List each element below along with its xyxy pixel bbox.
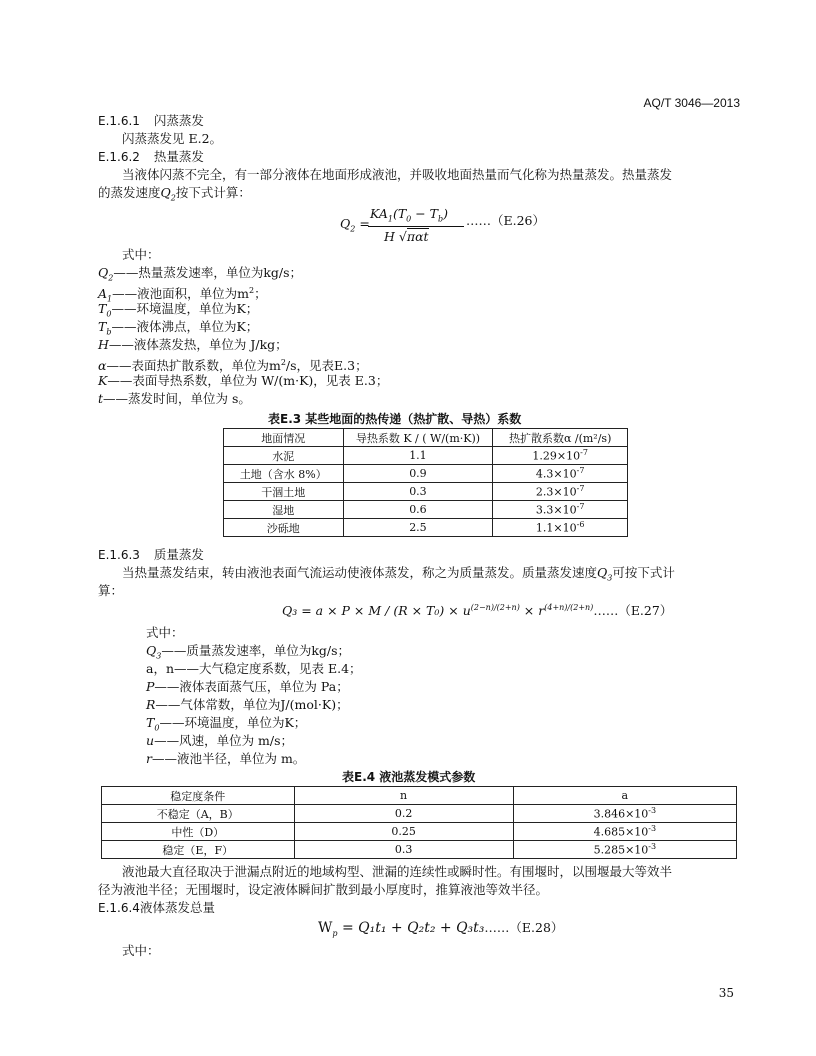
definition-text: ——液体沸点，单位为K； — [111, 319, 259, 334]
definition-text: ——液体表面蒸气压，单位为 Pa； — [154, 679, 349, 694]
section-title: 闪蒸蒸发 — [153, 113, 204, 128]
definition-symbol: P — [146, 679, 155, 694]
cell-value: 1.1×10 — [535, 521, 577, 535]
table-cell: 稳定（E，F） — [102, 841, 295, 859]
cell-exponent: -6 — [576, 520, 585, 530]
paragraph-line: 液池最大直径取决于泄漏点附近的地域构型、泄漏的连续性或瞬时性。有围堰时，以围堰最大等效半 — [122, 864, 673, 879]
cell-value: 4.3×10 — [535, 467, 577, 481]
table-cell: 0.6 — [343, 501, 493, 519]
definition-symbol: r — [146, 751, 152, 766]
table-header-cell: a — [513, 787, 736, 805]
text-run: 按下式计算： — [175, 185, 251, 200]
eq-number: ……（E.26） — [466, 213, 546, 228]
eq-exponent: (4+n)/(2+n) — [544, 602, 594, 612]
table-cell: 水泥 — [224, 447, 344, 465]
definition-item — [98, 372, 748, 389]
eq-body: Q₃ = a × P × M / (R × T₀) × u — [282, 603, 471, 618]
table-header-cell: 导热系数 K / ( W/(m·K)) — [343, 429, 493, 447]
section-title: 热量蒸发 — [153, 149, 204, 164]
paragraph-line: 算： — [98, 583, 124, 598]
definition-text: ——液体蒸发热，单位为 J/kg； — [108, 337, 288, 352]
section-e163-heading — [98, 546, 748, 564]
cell-value: 2.3×10 — [535, 485, 577, 499]
table-row — [102, 823, 737, 841]
definition-item — [146, 660, 796, 677]
table-cell — [513, 841, 736, 859]
eq-body: × r — [519, 603, 545, 618]
where-label: 式中： — [146, 625, 184, 640]
table-cell — [493, 519, 628, 537]
cell-value: 3.846×10 — [593, 807, 649, 821]
text-run: 当热量蒸发结束，转由液池表面气流运动使液体蒸发，称之为质量蒸发。质量蒸发速度 — [122, 565, 598, 580]
definition-text: ——蒸发时间，单位为 s。 — [103, 391, 251, 406]
eq-number: ……（E.27） — [593, 603, 673, 618]
table-e3-title: 表E.3 某些地面的热传递（热扩散、导热）系数 — [268, 412, 522, 426]
eq-body: = Q₁t₁ + Q₂t₂ + Q₃t₃ — [337, 920, 485, 936]
table-row — [102, 841, 737, 859]
table-cell: 沙砾地 — [224, 519, 344, 537]
document-header: AQ/T 3046—2013 — [643, 96, 740, 110]
definition-text: ——大气稳定度系数，见表 E.4； — [174, 661, 362, 676]
table-cell: 0.2 — [294, 805, 513, 823]
cell-exponent: -3 — [648, 806, 657, 816]
cell-value: 3.3×10 — [535, 503, 577, 517]
equation-e28 — [318, 918, 563, 938]
text-run: 可按下式计 — [612, 565, 675, 580]
table-cell: 0.25 — [294, 823, 513, 841]
table-cell: 0.3 — [294, 841, 513, 859]
definition-symbol-sub: 0 — [106, 309, 112, 319]
definition-text: ——环境温度，单位为K； — [159, 715, 307, 730]
definition-symbol: A — [98, 286, 108, 302]
table-e3 — [223, 428, 628, 537]
symbol-q3: $Q_3$ — [597, 565, 613, 583]
definition-symbol: T — [146, 715, 155, 730]
definition-symbol: u — [146, 733, 155, 748]
eq-numerator: $KA_1(T_0 - T_b)$ — [370, 206, 449, 224]
section-title: 液体蒸发总量 — [139, 900, 215, 915]
table-cell: 2.5 — [343, 519, 493, 537]
section-number: E.1.6.3 — [98, 548, 140, 562]
eq-exponent: (2−n)/(2+n) — [470, 602, 520, 612]
definition-item — [146, 678, 796, 695]
table-cell — [513, 823, 736, 841]
definition-text: /s，见表E.3； — [285, 358, 368, 374]
cell-exponent: -7 — [576, 502, 585, 512]
definition-text: ——表面热扩散系数，单位为m — [106, 358, 281, 374]
definition-symbol-sub: 2 — [108, 273, 114, 283]
definition-text: ——表面导热系数，单位为 W/(m·K)，见表 E.3； — [107, 373, 389, 388]
table-header-cell: n — [294, 787, 513, 805]
definition-symbol: a，n — [146, 661, 175, 676]
definition-symbol-sub: b — [106, 327, 112, 337]
eq-number: ……（E.28） — [484, 920, 564, 935]
definition-text: ——液池面积，单位为m — [112, 286, 249, 302]
definition-item — [146, 750, 796, 767]
definition-sup: 2 — [280, 358, 286, 367]
cell-exponent: -7 — [580, 448, 588, 458]
definition-text: ——风速，单位为 m/s； — [154, 733, 294, 748]
cell-exponent: -3 — [648, 824, 657, 834]
eq-lhs: $Q_2$ = — [340, 216, 370, 234]
table-e4 — [101, 786, 737, 859]
section-number: E.1.6.2 — [98, 150, 140, 164]
definition-text: ——液池半径，单位为 m。 — [151, 751, 306, 766]
definition-text: ——质量蒸发速率，单位为kg/s； — [161, 643, 351, 658]
section-e161-heading — [98, 112, 748, 130]
table-cell: 土地（含水 8%） — [224, 465, 344, 483]
definition-symbol: R — [146, 697, 156, 712]
section-title: 质量蒸发 — [153, 547, 204, 562]
definition-symbol-sub: 3 — [156, 651, 162, 661]
table-row — [102, 805, 737, 823]
table-row — [224, 519, 628, 537]
table-cell — [493, 465, 628, 483]
table-header-cell: 稳定度条件 — [102, 787, 295, 805]
where-label: 式中： — [122, 943, 160, 958]
section-number: E.1.6.4 — [98, 901, 140, 915]
table-header-row — [224, 429, 628, 447]
table-cell: 湿地 — [224, 501, 344, 519]
definition-symbol: K — [98, 373, 108, 388]
table-cell — [493, 501, 628, 519]
eq-lhs: W — [318, 920, 333, 936]
fraction-bar — [368, 226, 464, 227]
definition-symbol: T — [98, 301, 107, 316]
definition-symbol: Q — [98, 265, 109, 280]
eq-lhs-sub: p — [332, 928, 338, 938]
definition-symbol: α — [98, 358, 107, 374]
page-number: 35 — [718, 986, 734, 1000]
section-e162-heading — [98, 148, 748, 166]
definition-symbol: H — [98, 337, 109, 352]
paragraph-line: 径为液池半径；无围堰时，设定液体瞬间扩散到最小厚度时，推算液池等效半径。 — [98, 882, 549, 897]
paragraph-line — [98, 184, 748, 207]
table-cell: 中性（D） — [102, 823, 295, 841]
table-cell — [493, 447, 628, 465]
cell-exponent: -7 — [576, 484, 585, 494]
table-row — [224, 501, 628, 519]
equation-e27 — [282, 601, 672, 619]
definition-text: ——气体常数，单位为J/(mol·K)； — [155, 697, 349, 712]
table-cell: 不稳定（A，B） — [102, 805, 295, 823]
eq-denominator: H √παt — [384, 229, 429, 244]
table-row — [224, 465, 628, 483]
table-header-cell: 地面情况 — [224, 429, 344, 447]
where-label: 式中： — [122, 247, 160, 262]
table-e4-title: 表E.4 液池蒸发模式参数 — [342, 770, 476, 784]
text-run: 的蒸发速度 — [98, 185, 161, 200]
table-cell — [513, 805, 736, 823]
table-cell: 0.9 — [343, 465, 493, 483]
definition-item — [98, 390, 748, 407]
symbol-q2: $Q_2$ — [160, 185, 176, 203]
table-cell — [493, 483, 628, 501]
cell-value: 1.29×10 — [532, 449, 581, 463]
cell-exponent: -7 — [576, 466, 585, 476]
paragraph-line: 当液体闪蒸不完全，有一部分液体在地面形成液池，并吸收地面热量而气化称为热量蒸发。热量蒸发 — [122, 167, 673, 182]
table-header-row — [102, 787, 737, 805]
table-cell: 0.3 — [343, 483, 493, 501]
definition-symbol-sub: 0 — [154, 723, 160, 733]
table-row — [224, 483, 628, 501]
cell-value: 4.685×10 — [593, 825, 649, 839]
definition-text: ——热量蒸发速率，单位为kg/s； — [113, 265, 303, 280]
definition-item — [98, 336, 748, 353]
definition-symbol: T — [98, 319, 107, 334]
definition-symbol: t — [98, 391, 104, 406]
table-cell: 干涸土地 — [224, 483, 344, 501]
table-cell: 1.1 — [343, 447, 493, 465]
definition-sup: 2 — [248, 286, 255, 295]
section-number: E.1.6.1 — [98, 114, 140, 128]
definition-symbol-sub: 1 — [107, 294, 113, 304]
cell-exponent: -3 — [648, 842, 657, 852]
definition-text: ——环境温度，单位为K； — [111, 301, 259, 316]
section-e161-text: 闪蒸蒸发见 E.2。 — [122, 131, 223, 146]
definition-text: ； — [254, 286, 267, 302]
cell-value: 5.285×10 — [593, 843, 649, 857]
definition-symbol: Q — [146, 643, 157, 658]
section-e164-heading — [98, 899, 748, 917]
definition-item — [146, 732, 796, 749]
definition-item — [146, 696, 796, 713]
table-header-cell: 热扩散系数α /(m²/s) — [493, 429, 628, 447]
table-row — [224, 447, 628, 465]
